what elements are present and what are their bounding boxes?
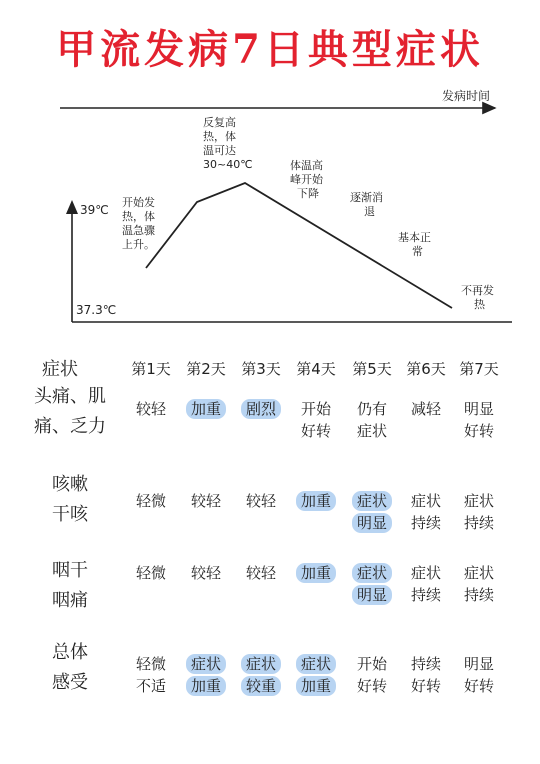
symptom-text: 持续 (410, 586, 441, 604)
symptom-cell (231, 562, 291, 584)
symptom-text: 好转 (463, 422, 494, 440)
highlighted-symptom-text: 加重 (296, 563, 336, 583)
row-label-line: 咽痛 (52, 590, 88, 611)
symptom-text: 较轻 (190, 492, 221, 510)
symptom-text: 好转 (300, 422, 331, 440)
symptom-cell (449, 398, 509, 442)
svg-text:下降: 下降 (297, 187, 319, 200)
symptom-text: 持续 (410, 514, 441, 532)
symptom-text: 症状 (410, 564, 441, 582)
day-header: 第3天 (241, 360, 281, 378)
highlighted-symptom-text: 症状 (352, 563, 392, 583)
symptom-text: 症状 (463, 492, 494, 510)
highlighted-symptom-text: 加重 (186, 399, 226, 419)
symptom-cell (286, 398, 346, 442)
temp-label-39: 39℃ (80, 203, 109, 217)
symptom-cell (231, 653, 291, 697)
symptom-text: 开始 (300, 400, 331, 418)
svg-text:温可达: 温可达 (203, 144, 236, 157)
row-label-line: 感受 (52, 672, 88, 693)
symptom-text: 好转 (356, 677, 387, 695)
svg-text:温急骤: 温急骤 (122, 224, 155, 237)
symptom-cell (176, 490, 236, 512)
symptom-cell (121, 562, 181, 584)
row-label (20, 638, 120, 698)
symptom-cell (342, 562, 402, 606)
symptom-text: 较轻 (245, 492, 276, 510)
symptom-text: 症状 (463, 564, 494, 582)
day-header: 第2天 (186, 360, 226, 378)
svg-text:上升。: 上升。 (122, 238, 155, 251)
symptom-text: 好转 (410, 677, 441, 695)
highlighted-symptom-text: 症状 (186, 654, 226, 674)
day-header: 第1天 (131, 360, 171, 378)
svg-text:不再发: 不再发 (461, 284, 494, 297)
highlighted-symptom-text: 较重 (241, 676, 281, 696)
highlighted-symptom-text: 明显 (352, 585, 392, 605)
symptom-text: 轻微 (135, 655, 166, 673)
symptom-text: 轻微 (135, 492, 166, 510)
symptom-cell (342, 490, 402, 534)
symptom-text: 开始 (356, 655, 387, 673)
symptom-cell (231, 490, 291, 512)
table-header-label: 症状 (42, 359, 78, 380)
svg-text:反复高: 反复高 (203, 116, 236, 129)
symptom-cell (449, 490, 509, 534)
row-label (20, 556, 120, 616)
temp-label-37-3: 37.3℃ (76, 303, 117, 317)
symptom-cell (176, 398, 236, 420)
row-label-line: 咳嗽 (52, 474, 88, 495)
time-axis-label: 发病时间 (441, 89, 490, 103)
symptom-text: 好转 (463, 677, 494, 695)
svg-text:热，体: 热，体 (122, 210, 155, 223)
highlighted-symptom-text: 症状 (352, 491, 392, 511)
svg-text:热: 热 (474, 298, 485, 311)
symptom-text: 较轻 (190, 564, 221, 582)
symptom-cell (176, 562, 236, 584)
svg-text:热，体: 热，体 (203, 130, 236, 143)
svg-text:30~40℃: 30~40℃ (203, 158, 253, 171)
symptom-cell (121, 490, 181, 512)
row-label (20, 382, 120, 442)
symptom-cell (286, 562, 346, 584)
highlighted-symptom-text: 剧烈 (241, 399, 281, 419)
day-header: 第6天 (406, 360, 446, 378)
symptom-text: 减轻 (410, 400, 441, 418)
svg-text:基本正: 基本正 (398, 231, 431, 244)
svg-text:峰开始: 峰开始 (290, 173, 323, 186)
symptom-text: 仍有 (356, 400, 387, 418)
symptom-text: 持续 (463, 514, 494, 532)
symptom-text: 持续 (463, 586, 494, 604)
row-label-line: 痛、乏力 (34, 416, 106, 437)
highlighted-symptom-text: 加重 (186, 676, 226, 696)
page-title: 甲流发病7日典型症状 (56, 26, 484, 73)
symptom-cell (286, 653, 346, 697)
symptom-text: 明显 (463, 655, 494, 673)
symptom-cell (449, 653, 509, 697)
row-label-line: 咽干 (52, 560, 88, 581)
symptom-cell (121, 398, 181, 420)
highlighted-symptom-text: 症状 (241, 654, 281, 674)
symptom-cell (396, 653, 456, 697)
highlighted-symptom-text: 症状 (296, 654, 336, 674)
symptom-text: 明显 (463, 400, 494, 418)
symptom-text: 症状 (356, 422, 387, 440)
symptom-cell (396, 562, 456, 606)
svg-text:体温高: 体温高 (290, 159, 323, 172)
row-label (20, 470, 120, 530)
symptom-text: 不适 (135, 677, 166, 695)
row-label-line: 头痛、肌 (34, 386, 106, 407)
symptom-text: 较轻 (135, 400, 166, 418)
svg-text:退: 退 (364, 205, 375, 218)
symptom-cell (396, 490, 456, 534)
symptom-cell (396, 398, 456, 420)
symptom-cell (342, 653, 402, 697)
highlighted-symptom-text: 明显 (352, 513, 392, 533)
symptom-cell (231, 398, 291, 420)
highlighted-symptom-text: 加重 (296, 676, 336, 696)
symptom-cell (342, 398, 402, 442)
svg-text:开始发: 开始发 (122, 196, 155, 209)
symptom-cell (286, 490, 346, 512)
row-label-line: 干咳 (52, 504, 88, 525)
symptom-text: 较轻 (245, 564, 276, 582)
symptom-cell (449, 562, 509, 606)
day-header: 第4天 (296, 360, 336, 378)
symptom-cell (176, 653, 236, 697)
day-header: 第5天 (352, 360, 392, 378)
symptom-text: 轻微 (135, 564, 166, 582)
highlighted-symptom-text: 加重 (296, 491, 336, 511)
symptom-text: 持续 (410, 655, 441, 673)
symptom-cell (121, 653, 181, 697)
day-header: 第7天 (459, 360, 499, 378)
svg-text:常: 常 (412, 245, 423, 258)
symptom-text: 症状 (410, 492, 441, 510)
svg-text:逐渐消: 逐渐消 (350, 191, 383, 204)
row-label-line: 总体 (52, 642, 88, 663)
